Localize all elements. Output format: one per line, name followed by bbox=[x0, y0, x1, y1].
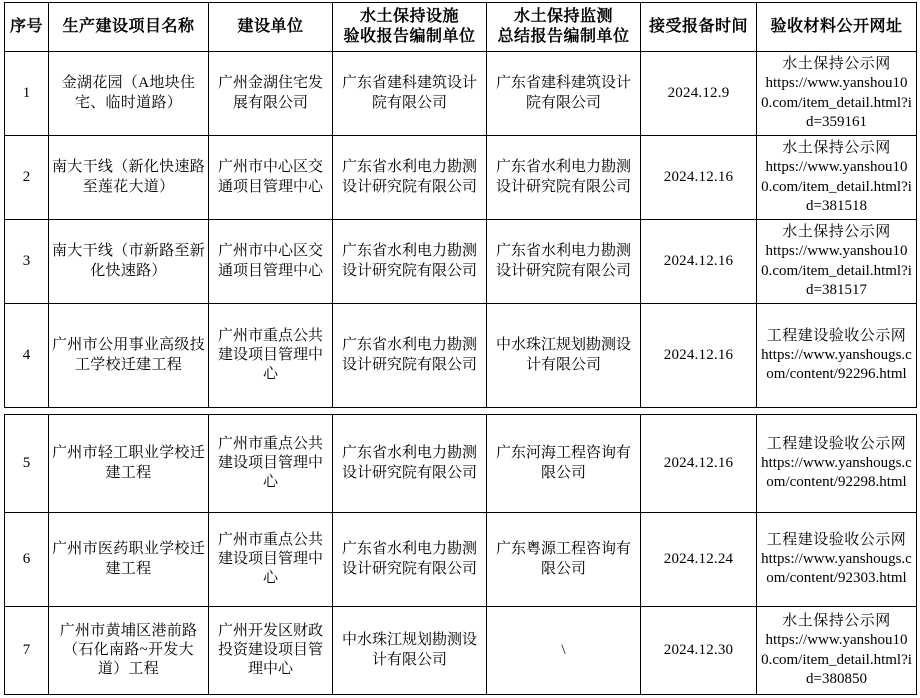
cell-acceptance-report-unit: 广东省水利电力勘测设计研究院有限公司 bbox=[333, 136, 487, 220]
url-link[interactable]: https://www.yanshou100.com/item_detail.html?id=380850 bbox=[761, 632, 912, 687]
cell-no: 4 bbox=[5, 304, 49, 408]
url-title: 工程建设验收公示网 bbox=[766, 327, 907, 344]
cell-construction-unit: 广州市中心区交通项目管理中心 bbox=[209, 136, 333, 220]
cell-public-url bbox=[757, 304, 917, 408]
cell-receive-date: 2024.12.16 bbox=[641, 304, 757, 408]
table-row bbox=[5, 304, 917, 408]
cell-monitor-report-unit: 中水珠江规划勘测设计有限公司 bbox=[487, 304, 641, 408]
acceptance-table-lower bbox=[4, 414, 917, 695]
cell-receive-date: 2024.12.9 bbox=[641, 52, 757, 136]
cell-project-name: 南大干线（新化快速路至莲花大道） bbox=[49, 136, 209, 220]
cell-public-url bbox=[757, 415, 917, 513]
cell-no: 6 bbox=[5, 513, 49, 607]
cell-no: 5 bbox=[5, 415, 49, 513]
cell-construction-unit: 广州市重点公共建设项目管理中心 bbox=[209, 304, 333, 408]
table-header-row bbox=[5, 3, 917, 52]
cell-monitor-report-unit: 广东河海工程咨询有限公司 bbox=[487, 415, 641, 513]
cell-acceptance-report-unit: 中水珠江规划勘测设计有限公司 bbox=[333, 607, 487, 695]
cell-project-name: 广州市医药职业学校迁建工程 bbox=[49, 513, 209, 607]
cell-acceptance-report-unit: 广东省水利电力勘测设计研究院有限公司 bbox=[333, 513, 487, 607]
cell-project-name: 金湖花园（A地块住宅、临时道路） bbox=[49, 52, 209, 136]
cell-project-name: 广州市轻工职业学校迁建工程 bbox=[49, 415, 209, 513]
cell-monitor-report-unit: 广东粤源工程咨询有限公司 bbox=[487, 513, 641, 607]
table-row bbox=[5, 52, 917, 136]
cell-public-url bbox=[757, 220, 917, 304]
cell-receive-date: 2024.12.16 bbox=[641, 415, 757, 513]
header-acceptance-report-unit: 水土保持设施 验收报告编制单位 bbox=[333, 3, 487, 52]
table-row bbox=[5, 415, 917, 513]
header-construction-unit: 建设单位 bbox=[209, 3, 333, 52]
cell-no: 3 bbox=[5, 220, 49, 304]
cell-no: 2 bbox=[5, 136, 49, 220]
cell-project-name: 广州市公用事业高级技工学校迁建工程 bbox=[49, 304, 209, 408]
cell-public-url bbox=[757, 52, 917, 136]
cell-no: 1 bbox=[5, 52, 49, 136]
url-title: 水土保持公示网 bbox=[782, 224, 891, 241]
cell-construction-unit: 广州金湖住宅发展有限公司 bbox=[209, 52, 333, 136]
url-title: 工程建设验收公示网 bbox=[766, 435, 907, 452]
url-title: 水土保持公示网 bbox=[782, 613, 891, 630]
cell-acceptance-report-unit: 广东省水利电力勘测设计研究院有限公司 bbox=[333, 304, 487, 408]
cell-no: 7 bbox=[5, 607, 49, 695]
cell-construction-unit: 广州市中心区交通项目管理中心 bbox=[209, 220, 333, 304]
cell-project-name: 广州市黄埔区港前路（石化南路~开发大道）工程 bbox=[49, 607, 209, 695]
header-monitor-report-unit: 水土保持监测 总结报告编制单位 bbox=[487, 3, 641, 52]
url-title: 工程建设验收公示网 bbox=[766, 531, 907, 548]
cell-monitor-report-unit: 广东省水利电力勘测设计研究院有限公司 bbox=[487, 220, 641, 304]
cell-public-url bbox=[757, 136, 917, 220]
url-link[interactable]: https://www.yanshougs.com/content/92296.html bbox=[761, 346, 912, 383]
url-link[interactable]: https://www.yanshougs.com/content/92298.html bbox=[761, 454, 912, 491]
url-title: 水土保持公示网 bbox=[782, 56, 891, 73]
table-row bbox=[5, 607, 917, 695]
header-public-url: 验收材料公开网址 bbox=[757, 3, 917, 52]
header-project-name: 生产建设项目名称 bbox=[49, 3, 209, 52]
cell-construction-unit: 广州开发区财政投资建设项目管理中心 bbox=[209, 607, 333, 695]
table-row bbox=[5, 136, 917, 220]
url-link[interactable]: https://www.yanshou100.com/item_detail.html?id=381518 bbox=[761, 159, 912, 214]
cell-monitor-report-unit: 广东省建科建筑设计院有限公司 bbox=[487, 52, 641, 136]
acceptance-table-upper bbox=[4, 2, 917, 408]
cell-acceptance-report-unit: 广东省水利电力勘测设计研究院有限公司 bbox=[333, 415, 487, 513]
table-row bbox=[5, 513, 917, 607]
url-title: 水土保持公示网 bbox=[782, 140, 891, 157]
url-link[interactable]: https://www.yanshou100.com/item_detail.html?id=381517 bbox=[761, 243, 912, 298]
cell-monitor-report-unit: \ bbox=[487, 607, 641, 695]
header-no: 序号 bbox=[5, 3, 49, 52]
cell-public-url bbox=[757, 607, 917, 695]
cell-construction-unit: 广州市重点公共建设项目管理中心 bbox=[209, 513, 333, 607]
table-row bbox=[5, 220, 917, 304]
cell-project-name: 南大干线（市新路至新化快速路） bbox=[49, 220, 209, 304]
url-link[interactable]: https://www.yanshougs.com/content/92303.html bbox=[761, 550, 912, 587]
url-link[interactable]: https://www.yanshou100.com/item_detail.html?id=359161 bbox=[761, 75, 912, 130]
cell-acceptance-report-unit: 广东省水利电力勘测设计研究院有限公司 bbox=[333, 220, 487, 304]
cell-public-url bbox=[757, 513, 917, 607]
cell-receive-date: 2024.12.16 bbox=[641, 220, 757, 304]
cell-construction-unit: 广州市重点公共建设项目管理中心 bbox=[209, 415, 333, 513]
cell-acceptance-report-unit: 广东省建科建筑设计院有限公司 bbox=[333, 52, 487, 136]
cell-receive-date: 2024.12.16 bbox=[641, 136, 757, 220]
cell-receive-date: 2024.12.24 bbox=[641, 513, 757, 607]
cell-receive-date: 2024.12.30 bbox=[641, 607, 757, 695]
cell-monitor-report-unit: 广东省水利电力勘测设计研究院有限公司 bbox=[487, 136, 641, 220]
header-receive-date: 接受报备时间 bbox=[641, 3, 757, 52]
